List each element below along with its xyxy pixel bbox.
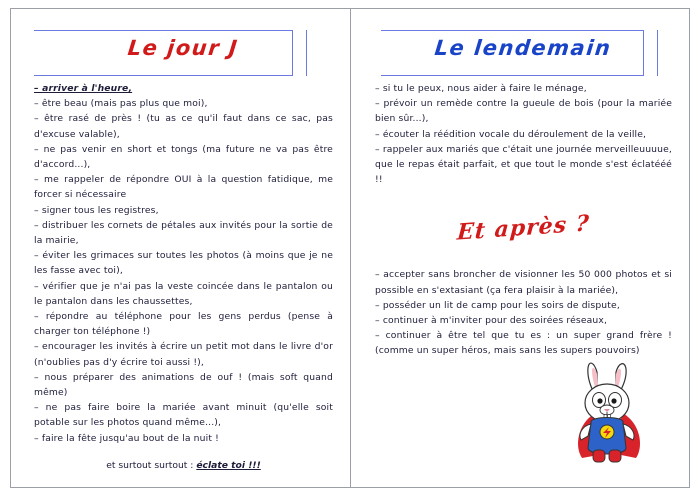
left-page xyxy=(10,8,351,488)
left-title-block xyxy=(34,28,333,72)
right-title-block xyxy=(375,28,672,72)
title-rule-bottom xyxy=(381,75,643,76)
et-apres-banner xyxy=(375,210,672,249)
list-item: – prévoir un remède contre la gueule de bois (pour la mariée bien sûr...), xyxy=(375,98,672,125)
right-page-list-2 xyxy=(375,267,672,358)
rabbit-superhero-icon xyxy=(564,362,656,466)
closing-highlight: éclate toi !!! xyxy=(196,459,261,471)
list-item: – ne pas venir en short et tongs (ma future ne va pas être d'accord...), xyxy=(34,143,333,171)
list-item: – si tu le peux, nous aider à faire le ménage, xyxy=(375,83,587,94)
list-item: – nous préparer des animations de ouf ! (mais soft quand même) xyxy=(34,371,333,399)
list-item: – écouter la réédition vocale du déroulement de la veille, xyxy=(375,128,647,140)
spacer xyxy=(34,72,333,81)
list-item: – encourager les invités à écrire un petit mot dans le livre d'or (n'oublies pas d'y écrire toi aussi !), xyxy=(34,341,333,368)
left-page-title: Le jour J xyxy=(126,36,240,60)
right-page-list xyxy=(375,81,672,187)
list-item: – ne pas faire boire la mariée avant minuit (qu'elle soit potable sur les photos quand même...), xyxy=(34,402,333,429)
list-item: – répondre au téléphone pour les gens perdus (pense à charger ton téléphone !) xyxy=(34,311,333,338)
list-item: – arriver à l'heure, xyxy=(34,83,133,94)
spacer xyxy=(375,72,672,81)
list-item: – signer tous les registres, xyxy=(34,204,159,216)
list-item: – faire la fête jusqu'au bout de la nuit ! xyxy=(34,432,219,444)
list-item: – être rasé de près ! (tu as ce qu'il faut dans ce sac, pas d'excuse valable), xyxy=(34,113,333,140)
list-item: – continuer à être tel que tu es : un super grand frère ! (comme un super héros, mais sans les supers pouvoirs) xyxy=(375,330,672,357)
closing-prefix: et surtout surtout : xyxy=(106,459,197,471)
list-item: – accepter sans broncher de visionner les 50 000 photos et si possible en s'extasiant (ça fera plaisir à la mariée), xyxy=(375,269,672,296)
right-page-title: Le lendemain xyxy=(433,36,613,60)
et-apres-text: Et après ? xyxy=(456,210,591,247)
left-page-list xyxy=(34,81,333,446)
right-page xyxy=(351,8,690,488)
list-item: – être beau (mais pas plus que moi), xyxy=(34,98,208,110)
list-item: – continuer à m'inviter pour des soirées réseaux, xyxy=(375,315,608,327)
left-page-closing xyxy=(34,460,333,471)
list-item: – rappeler aux mariés que c'était une journée merveilleuuuue, que le repas était parfait, et que tout le monde s'est éclatééé !! xyxy=(375,143,672,186)
list-item: – vérifier que je n'ai pas la veste coincée dans le pantalon ou le pantalon dans les chaussettes, xyxy=(34,280,333,307)
list-item: – distribuer les cornets de pétales aux invités pour la sortie de la mairie, xyxy=(34,219,333,247)
list-item: – posséder un lit de camp pour les soirs de dispute, xyxy=(375,299,620,311)
list-item: – éviter les grimaces sur toutes les photos (à moins que je ne les fasse avec toi), xyxy=(34,250,333,277)
title-rule-bottom xyxy=(34,75,292,76)
list-item: – me rappeler de répondre OUI à la question fatidique, me forcer si nécessaire xyxy=(34,174,333,201)
